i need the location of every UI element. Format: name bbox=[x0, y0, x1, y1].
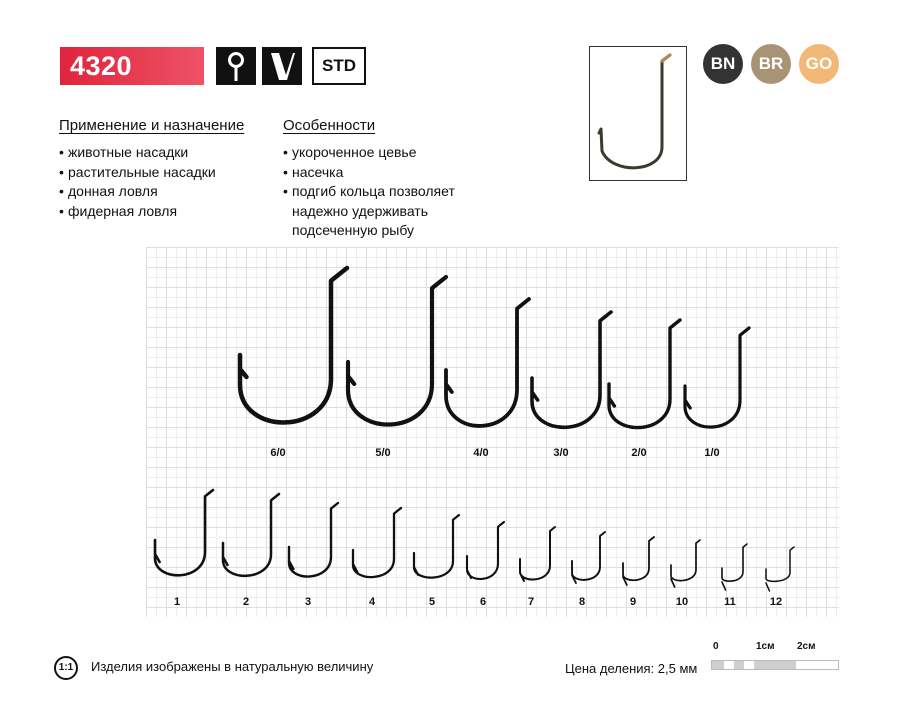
hook-small-13 bbox=[572, 532, 605, 583]
hook-small-11 bbox=[467, 522, 504, 579]
size-label-4: 4 bbox=[368, 596, 376, 608]
coating-bn-badge: BN bbox=[703, 44, 743, 84]
size-label-8: 8 bbox=[578, 596, 586, 608]
hook-small-8 bbox=[289, 503, 338, 577]
ratio-badge: 1:1 bbox=[54, 656, 78, 680]
size-label-4-0: 4/0 bbox=[473, 447, 489, 459]
list-item: • укороченное цевье bbox=[283, 143, 473, 163]
coating-br-badge: BR bbox=[751, 44, 791, 84]
list-item: • животные насадки bbox=[59, 143, 216, 163]
size-label-3: 3 bbox=[304, 596, 312, 608]
coating-go-badge: GO bbox=[799, 44, 839, 84]
application-heading: Применение и назначение bbox=[59, 117, 245, 134]
size-label-12: 12 bbox=[769, 596, 783, 608]
list-item: • подгиб кольца позволяет надежно удерживать подсеченную рыбу bbox=[283, 182, 473, 241]
size-label-5: 5 bbox=[428, 596, 436, 608]
hook-large-2 bbox=[446, 299, 529, 426]
hook-small-17 bbox=[766, 547, 794, 591]
scale-bar bbox=[711, 660, 839, 670]
std-badge: STD bbox=[312, 47, 366, 85]
size-label-1-0: 1/0 bbox=[704, 447, 720, 459]
hook-small-9 bbox=[353, 508, 401, 577]
list-item: • насечка bbox=[283, 163, 473, 183]
hook-small-15 bbox=[671, 540, 700, 587]
size-label-10: 10 bbox=[675, 596, 689, 608]
hook-small-14 bbox=[623, 537, 654, 585]
hook-large-3 bbox=[532, 312, 611, 427]
list-item: • фидерная ловля bbox=[59, 202, 216, 222]
scale-label-2cm: 2см bbox=[797, 641, 816, 652]
list-item: • донная ловля bbox=[59, 182, 216, 202]
hook-small-16 bbox=[722, 544, 747, 590]
size-label-6: 6 bbox=[479, 596, 487, 608]
size-label-2-0: 2/0 bbox=[631, 447, 647, 459]
hook-large-1 bbox=[348, 277, 446, 425]
size-label-1: 1 bbox=[173, 596, 181, 608]
hook-large-5 bbox=[685, 328, 749, 427]
natural-size-note: Изделия изображены в натуральную величину bbox=[91, 659, 374, 674]
size-label-9: 9 bbox=[629, 596, 637, 608]
scale-label-1cm: 1см bbox=[756, 641, 775, 652]
size-label-6-0: 6/0 bbox=[270, 447, 286, 459]
size-label-11: 11 bbox=[724, 596, 736, 608]
hook-small-6 bbox=[155, 490, 213, 575]
size-label-5-0: 5/0 bbox=[375, 447, 391, 459]
list-item: • растительные насадки bbox=[59, 163, 216, 183]
features-heading: Особенности bbox=[283, 117, 376, 134]
size-label-7: 7 bbox=[527, 596, 535, 608]
hook-small-10 bbox=[414, 515, 459, 578]
hook-large-4 bbox=[609, 320, 680, 428]
size-label-2: 2 bbox=[242, 596, 250, 608]
hook-small-12 bbox=[520, 527, 555, 581]
division-price-text: Цена деления: 2,5 мм bbox=[565, 661, 698, 676]
hook-small-7 bbox=[223, 494, 279, 576]
size-label-3-0: 3/0 bbox=[553, 447, 569, 459]
hook-large-0 bbox=[240, 268, 347, 422]
model-number: 4320 bbox=[60, 47, 204, 85]
scale-label-0: 0 bbox=[713, 641, 719, 652]
